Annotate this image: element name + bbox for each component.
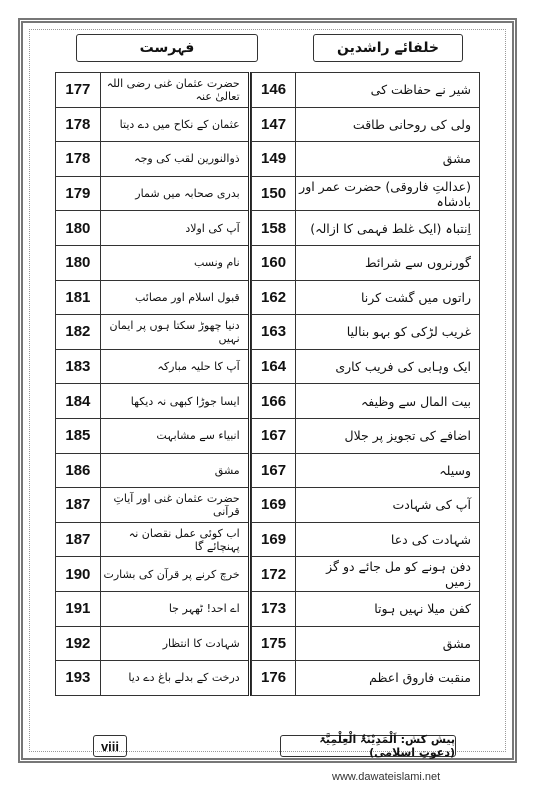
right-entry-title: وسیلہ	[296, 453, 480, 488]
table-row	[56, 349, 480, 384]
table-row	[56, 211, 480, 246]
left-page-number: 182	[56, 315, 101, 350]
left-entry-title: درخت کے بدلے باغ دے دیا	[100, 661, 249, 696]
right-entry-title: مشق	[296, 142, 480, 177]
table-row	[56, 557, 480, 592]
left-page-number: 187	[56, 522, 101, 557]
left-entry-title: مشق	[100, 453, 249, 488]
right-entry-title: اضافے کی تجویز پر جلال	[296, 418, 480, 453]
left-page-number: 178	[56, 142, 101, 177]
left-entry-title: اے احد! ٹھہر جا	[100, 591, 249, 626]
right-page-number: 169	[251, 522, 296, 557]
right-page-number: 173	[251, 591, 296, 626]
right-entry-title: شیر نے حفاظت کی	[296, 73, 480, 108]
right-page-number: 166	[251, 384, 296, 419]
right-page-number: 167	[251, 418, 296, 453]
table-row	[56, 418, 480, 453]
left-page-number: 191	[56, 591, 101, 626]
left-page-number: 185	[56, 418, 101, 453]
left-page-number: 193	[56, 661, 101, 696]
left-page-number: 181	[56, 280, 101, 315]
right-page-number: 147	[251, 107, 296, 142]
right-entry-title: مشق	[296, 626, 480, 661]
right-entry-title: آپ کی شہادت	[296, 488, 480, 523]
right-page-number: 172	[251, 557, 296, 592]
table-row	[56, 280, 480, 315]
left-entry-title: شہادت کا انتظار	[100, 626, 249, 661]
left-entry-title: حضرت عثمان غنی رضی اللہ تعالیٰ عنہ	[100, 73, 249, 108]
left-entry-title: ایسا جوڑا کبھی نہ دیکھا	[100, 384, 249, 419]
left-page-number: 179	[56, 176, 101, 211]
table-row	[56, 315, 480, 350]
right-page-number: 164	[251, 349, 296, 384]
left-entry-title: قبول اسلام اور مصائب	[100, 280, 249, 315]
table-row	[56, 384, 480, 419]
right-page-number: 167	[251, 453, 296, 488]
right-entry-title: (عدالتِ فاروقی) حضرت عمر اور بادشاہ	[296, 176, 480, 211]
right-entry-title: بیت المال سے وظیفہ	[296, 384, 480, 419]
right-page-number: 158	[251, 211, 296, 246]
right-page-number: 176	[251, 661, 296, 696]
left-page-number: 184	[56, 384, 101, 419]
page-number: viii	[93, 735, 127, 757]
right-entry-title: گورنروں سے شرائط	[296, 245, 480, 280]
website-url: www.dawateislami.net	[332, 771, 441, 783]
left-page-number: 180	[56, 245, 101, 280]
left-entry-title: بدری صحابہ میں شمار	[100, 176, 249, 211]
left-entry-title: آپ کی اولاد	[100, 211, 249, 246]
left-entry-title: حضرت عثمان غنی اور آیاتِ قرآنی	[100, 488, 249, 523]
right-page-number: 175	[251, 626, 296, 661]
right-entry-title: غریب لڑکی کو بہو بنالیا	[296, 315, 480, 350]
right-entry-title: ولی کی روحانی طاقت	[296, 107, 480, 142]
right-entry-title: منقبت فاروق اعظم	[296, 661, 480, 696]
table-row	[56, 661, 480, 696]
left-page-number: 178	[56, 107, 101, 142]
left-page-number: 180	[56, 211, 101, 246]
table-row	[56, 591, 480, 626]
left-page-number: 192	[56, 626, 101, 661]
right-entry-title: راتوں میں گشت کرنا	[296, 280, 480, 315]
left-page-number: 190	[56, 557, 101, 592]
right-page-number: 149	[251, 142, 296, 177]
contents-table	[55, 72, 480, 696]
left-page-number: 177	[56, 73, 101, 108]
left-entry-title: خرچ کرنے پر قرآن کی بشارت	[100, 557, 249, 592]
table-row	[56, 626, 480, 661]
right-entry-title: ایک وہابی کی فریب کاری	[296, 349, 480, 384]
right-page-number: 169	[251, 488, 296, 523]
left-entry-title: اب کوئی عمل نقصان نہ پہنچائے گا	[100, 522, 249, 557]
right-entry-title: اِنتباہ (ایک غلط فہمی کا ازالہ)	[296, 211, 480, 246]
table-row	[56, 453, 480, 488]
right-entry-title: شہادت کی دعا	[296, 522, 480, 557]
left-entry-title: ذوالنورین لقب کی وجہ	[100, 142, 249, 177]
right-page-number: 150	[251, 176, 296, 211]
left-entry-title: دنیا چھوڑ سکتا ہوں پر ایمان نہیں	[100, 315, 249, 350]
right-page-number: 146	[251, 73, 296, 108]
index-title: فہرست	[76, 34, 258, 62]
table-row	[56, 107, 480, 142]
right-entry-title: کفن میلا نہیں ہوتا	[296, 591, 480, 626]
left-page-number: 183	[56, 349, 101, 384]
left-page-number: 186	[56, 453, 101, 488]
table-row	[56, 142, 480, 177]
table-row	[56, 522, 480, 557]
right-page-number: 160	[251, 245, 296, 280]
left-entry-title: آپ کا حلیہ مبارکہ	[100, 349, 249, 384]
table-row	[56, 73, 480, 108]
left-page-number: 187	[56, 488, 101, 523]
right-entry-title: دفن ہونے کو مل جائے دو گز زمیں	[296, 557, 480, 592]
right-page-number: 162	[251, 280, 296, 315]
left-entry-title: نام ونسب	[100, 245, 249, 280]
table-row	[56, 245, 480, 280]
book-title: خلفائے راشدین	[313, 34, 463, 62]
right-page-number: 163	[251, 315, 296, 350]
table-row	[56, 176, 480, 211]
publisher-label: پیش کش: اَلْمَدِیْنَۃُ الْعِلْمِیَّۃ (دعوتِ اسلامی)	[280, 735, 456, 757]
table-row	[56, 488, 480, 523]
left-entry-title: عثمان کے نکاح میں دے دیتا	[100, 107, 249, 142]
left-entry-title: انبیاء سے مشابہت	[100, 418, 249, 453]
